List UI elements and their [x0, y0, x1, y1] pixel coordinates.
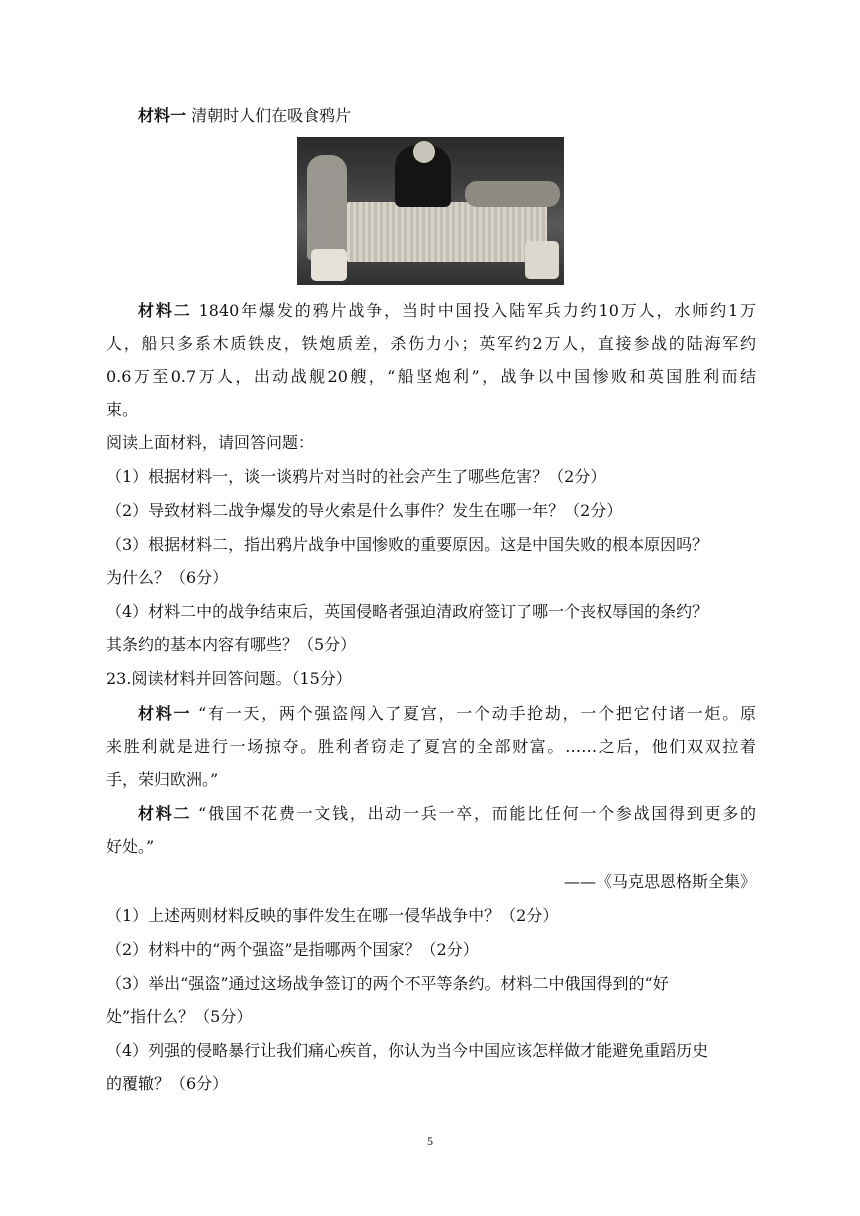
- q23-question-4-line-2: 的覆辙？（6分）: [106, 1074, 229, 1093]
- q23-question-3-line-1: （3）举出“强盗”通过这场战争签订的两个不平等条约。材料二中俄国得到的“好: [106, 974, 669, 993]
- q23-material-one-line-1: [138, 703, 756, 725]
- question-23-heading: 23.阅读材料并回答问题。（15分）: [106, 669, 352, 688]
- material-two-line-1: [138, 300, 756, 322]
- source-citation: ——《马克思恩格斯全集》: [563, 872, 756, 891]
- q23-material-two-line-1: [138, 803, 756, 825]
- q23-question-2: （2）材料中的“两个强盗”是指哪两个国家？（2分）: [106, 940, 479, 959]
- material-text: 1840年爆发的鸦片战争，当时中国投入陆军兵力约10万人，水师约1万: [198, 301, 756, 320]
- material-one-caption: [138, 105, 788, 127]
- question-3-line-1: （3）根据材料二，指出鸦片战争中国惨败的重要原因。这是中国失败的根本原因吗？: [106, 535, 709, 554]
- material-two-line-3: 0.6万至0.7万人，出动战舰20艘，“船坚炮利”，战争以中国惨败和英国胜利而结: [106, 367, 756, 386]
- reading-instruction: 阅读上面材料，请回答问题：: [106, 433, 315, 452]
- q23-question-4-line-1: （4）列强的侵略暴行让我们痛心疾首，你认为当今中国应该怎样做才能避免重蹈历史: [106, 1041, 709, 1060]
- material-text: 清朝时人们在吸食鸦片: [191, 106, 352, 125]
- page-number: 5: [427, 1134, 433, 1148]
- photo-figure-reclining: [465, 181, 560, 207]
- q23-material-one-line-3: 手，荣归欧洲。”: [106, 770, 219, 789]
- q23-question-3-line-2: 处”指什么？（5分）: [106, 1007, 253, 1026]
- question-4-line-1: （4）材料二中的战争结束后，英国侵略者强迫清政府签订了哪一个丧权辱国的条约？: [106, 602, 709, 621]
- q23-question-1: （1）上述两则材料反映的事件发生在哪一侵华战争中？（2分）: [106, 906, 559, 925]
- material-label: 材料一: [138, 704, 192, 723]
- material-label: 材料二: [138, 804, 192, 823]
- material-two-line-4: 束。: [106, 400, 139, 419]
- material-text: “俄国不花费一文钱，出动一兵一卒，而能比任何一个参战国得到更多的: [198, 804, 756, 823]
- q23-material-one-line-2: 来胜利就是进行一场掠夺。胜利者窃走了夏宫的全部财富。……之后，他们双双拉着: [106, 737, 756, 756]
- question-3-line-2: 为什么？（6分）: [106, 568, 229, 587]
- question-1: （1）根据材料一，谈一谈鸦片对当时的社会产生了哪些危害？（2分）: [106, 467, 607, 486]
- question-2: （2）导致材料二战争爆发的导火索是什么事件？发生在哪一年？（2分）: [106, 501, 623, 520]
- photo-figure-head: [413, 141, 435, 163]
- opium-smoking-photo: [297, 137, 564, 285]
- material-two-line-2: 人，船只多系木质铁皮，铁炮质差，杀伤力小；英军约2万人，直接参战的陆海军约: [106, 334, 756, 353]
- material-label: 材料二: [138, 301, 192, 320]
- q23-material-two-line-2: 好处。”: [106, 837, 155, 856]
- material-label: 材料一: [138, 106, 187, 125]
- material-text: “有一天，两个强盗闯入了夏宫，一个动手抢劫，一个把它付诸一炬。原: [198, 704, 756, 723]
- photo-stool-left: [311, 249, 347, 281]
- photo-figure-standing: [307, 155, 347, 260]
- photo-stool-right: [525, 241, 559, 279]
- photo-couch: [347, 202, 547, 262]
- question-4-line-2: 其条约的基本内容有哪些？（5分）: [106, 635, 357, 654]
